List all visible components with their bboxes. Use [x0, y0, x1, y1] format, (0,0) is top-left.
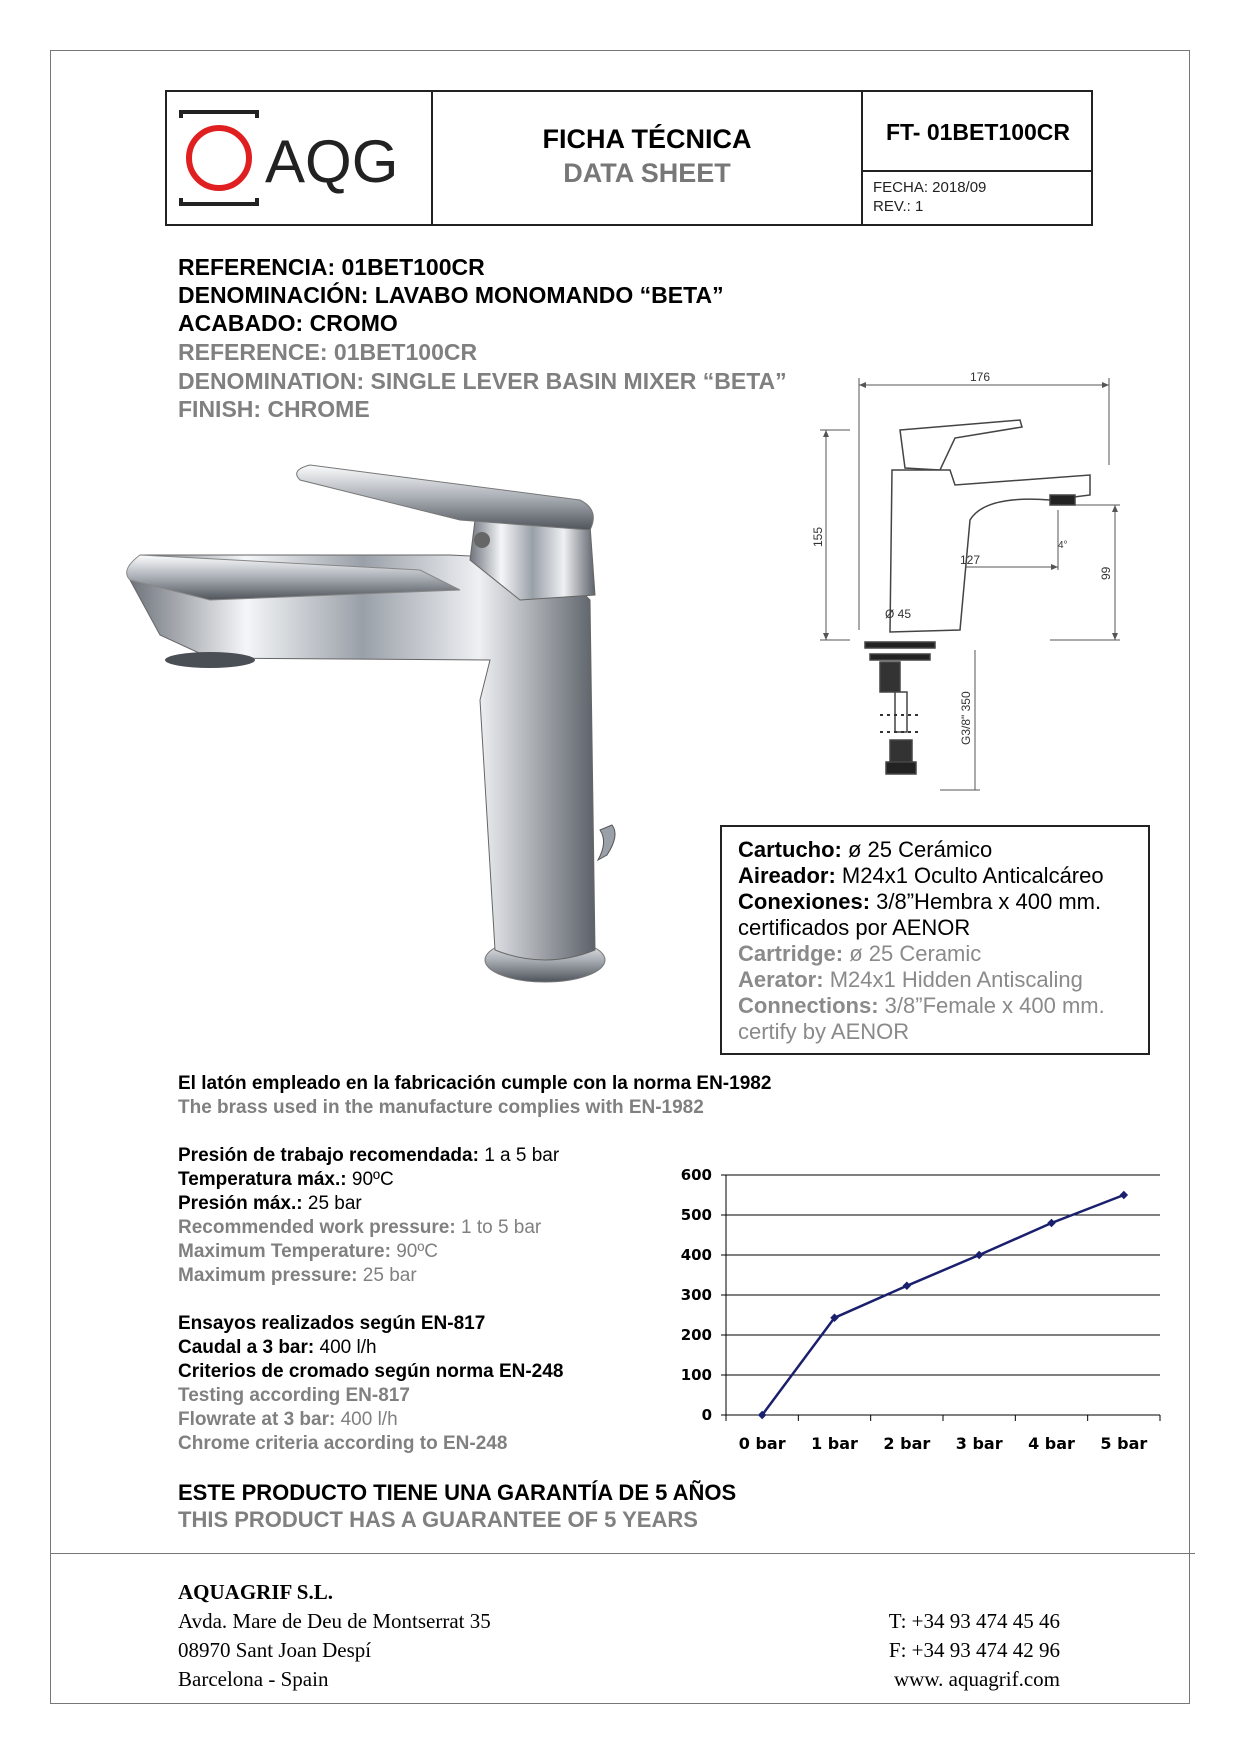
rev-label: REV.: 1 — [873, 198, 924, 215]
chrome-norm-es: Criterios de cromado según norma EN-248 — [178, 1361, 564, 1382]
faucet-photo — [120, 460, 660, 990]
temp-max-es: Temperatura máx.: 90ºC — [178, 1169, 394, 1190]
acabado: ACABADO: CROMO — [178, 310, 398, 336]
brass-en: The brass used in the manufacture complies with EN-1982 — [178, 1097, 704, 1118]
dim-spout-height: 99 — [1099, 566, 1113, 580]
y-tick-label: 0 — [701, 1406, 712, 1424]
x-tick-label: 3 bar — [955, 1434, 1003, 1453]
website-link[interactable]: www. aquagrif.com — [893, 1667, 1060, 1691]
company-name: AQUAGRIF S.L. — [178, 1580, 333, 1604]
denomination: DENOMINATION: SINGLE LEVER BASIN MIXER “BETA” — [178, 368, 787, 394]
dim-height: 155 — [811, 526, 825, 547]
x-tick-label: 2 bar — [883, 1434, 931, 1453]
spec-cert-es: certificados por AENOR — [738, 915, 971, 940]
chart-y-ticks — [681, 1166, 712, 1424]
dim-width: 176 — [970, 370, 991, 384]
revision-info — [873, 178, 986, 216]
brand-name: AQG — [265, 128, 399, 195]
aqg-logo — [167, 92, 429, 224]
y-tick-label: 300 — [680, 1286, 712, 1304]
pressure-max-es: Presión máx.: 25 bar — [178, 1193, 362, 1214]
finish: FINISH: CHROME — [178, 396, 370, 422]
spec-aerator-en: Aerator: M24x1 Hidden Antiscaling — [738, 967, 1083, 992]
spec-connections-en: Connections: 3/8”Female x 400 mm. — [738, 993, 1105, 1018]
spec-aerator-es: Aireador: M24x1 Oculto Anticalcáreo — [738, 863, 1104, 888]
pressure-work-es: Presión de trabajo recomendada: 1 a 5 bar — [178, 1145, 560, 1166]
flow-chart — [660, 1160, 1180, 1470]
data-point — [1047, 1219, 1055, 1227]
flow-series-line — [762, 1195, 1124, 1415]
chrome-norm-en: Chrome criteria according to EN-248 — [178, 1433, 508, 1454]
flowrate-en: Flowrate at 3 bar: 400 l/h — [178, 1409, 398, 1430]
y-tick-label: 100 — [680, 1366, 712, 1384]
x-tick-label: 0 bar — [738, 1434, 786, 1453]
logo-cell — [167, 92, 433, 224]
test-norm-en: Testing according EN-817 — [178, 1385, 410, 1406]
code-cell — [863, 92, 1093, 224]
test-norm-es: Ensayos realizados según EN-817 — [178, 1313, 486, 1334]
chart-x-ticks — [739, 1434, 1148, 1453]
chart-points — [758, 1191, 1128, 1419]
pressure-max-en: Maximum pressure: 25 bar — [178, 1265, 417, 1286]
spec-cartridge-en: Cartridge: ø 25 Ceramic — [738, 941, 982, 966]
denominacion: DENOMINACIÓN: LAVABO MONOMANDO “BETA” — [178, 282, 724, 308]
chart-grid — [721, 1175, 1160, 1421]
flowrate-es: Caudal a 3 bar: 400 l/h — [178, 1337, 377, 1358]
title-en: DATA SHEET — [563, 158, 731, 188]
address-line-3: Barcelona - Spain — [178, 1667, 329, 1691]
title-es: FICHA TÉCNICA — [542, 124, 752, 154]
header-table — [165, 90, 1093, 226]
y-tick-label: 200 — [680, 1326, 712, 1344]
y-tick-label: 600 — [680, 1166, 712, 1184]
pressure-work-en: Recommended work pressure: 1 to 5 bar — [178, 1217, 542, 1238]
brass-es: El latón empleado en la fabricación cumple con la norma EN-1982 — [178, 1073, 772, 1094]
x-tick-label: 5 bar — [1100, 1434, 1148, 1453]
company-address — [178, 1578, 491, 1694]
y-tick-label: 500 — [680, 1206, 712, 1224]
data-point — [975, 1251, 983, 1259]
technical-drawing — [810, 370, 1130, 800]
company-contact — [870, 1607, 1060, 1694]
address-line-2: 08970 Sant Joan Despí — [178, 1638, 372, 1662]
dim-hose: G3/8" 350 — [959, 691, 973, 745]
spec-connections-es: Conexiones: 3/8”Hembra x 400 mm. — [738, 889, 1102, 914]
date-label: FECHA: 2018/09 — [873, 179, 987, 196]
spec-cert-en: certify by AENOR — [738, 1019, 910, 1044]
title-cell — [433, 92, 863, 224]
guarantee-en: THIS PRODUCT HAS A GUARANTEE OF 5 YEARS — [178, 1507, 698, 1532]
data-point — [1120, 1191, 1128, 1199]
spec-cartridge-es: Cartucho: ø 25 Cerámico — [738, 837, 993, 862]
temp-max-en: Maximum Temperature: 90ºC — [178, 1241, 439, 1262]
dim-reach: 127 — [960, 553, 981, 567]
fax-number: F: +34 93 474 42 96 — [888, 1638, 1060, 1662]
dim-base: Ø 45 — [885, 607, 912, 621]
phone-number: T: +34 93 474 45 46 — [888, 1609, 1060, 1633]
data-point — [903, 1282, 911, 1290]
referencia: REFERENCIA: 01BET100CR — [178, 254, 485, 280]
dim-angle: 4° — [1058, 540, 1068, 551]
spec-box — [720, 825, 1150, 1055]
address-line-1: Avda. Mare de Deu de Montserrat 35 — [178, 1609, 491, 1633]
document-code: FT- 01BET100CR — [863, 92, 1093, 172]
y-tick-label: 400 — [680, 1246, 712, 1264]
footer-divider — [50, 1553, 1195, 1554]
guarantee-es: ESTE PRODUCTO TIENE UNA GARANTÍA DE 5 AÑOS — [178, 1480, 737, 1505]
logo-ring-icon — [189, 128, 249, 188]
reference: REFERENCE: 01BET100CR — [178, 339, 478, 365]
x-tick-label: 1 bar — [811, 1434, 858, 1453]
x-tick-label: 4 bar — [1028, 1434, 1075, 1453]
